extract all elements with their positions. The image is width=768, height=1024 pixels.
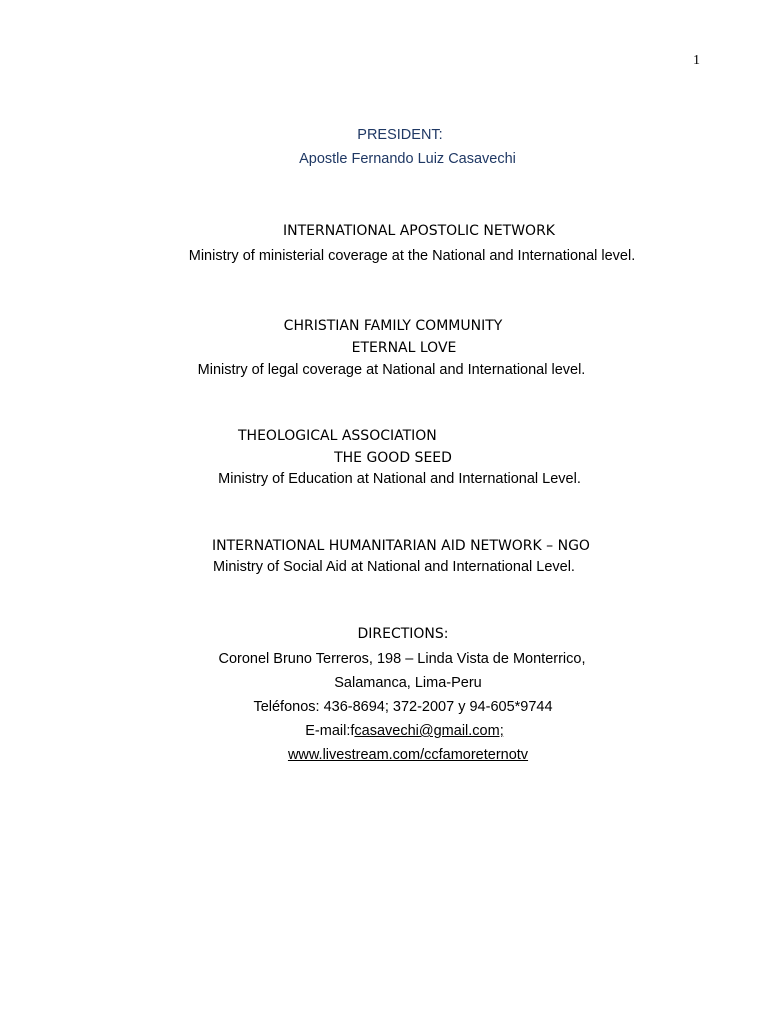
email-line: [0, 722, 768, 740]
president-heading: PRESIDENT:: [357, 127, 443, 143]
christian-family-subtitle: ETERNAL LOVE: [351, 340, 457, 356]
apostolic-network-description: Ministry of ministerial coverage at the National and International level.: [188, 248, 636, 264]
president-name: Apostle Fernando Luiz Casavechi: [299, 151, 516, 167]
email-link[interactable]: casavechi@gmail.com;: [354, 723, 504, 739]
directions-heading: DIRECTIONS:: [357, 626, 449, 642]
address-line-1: Coronel Bruno Terreros, 198 – Linda Vista de Monterrico,: [218, 651, 586, 667]
theological-association-description: Ministry of Education at National and International Level.: [218, 471, 581, 487]
phone-numbers: Teléfonos: 436-8694; 372-2007 y 94-605*9744: [253, 699, 553, 715]
theological-association-title: THEOLOGICAL ASSOCIATION: [238, 428, 437, 444]
theological-association-subtitle: THE GOOD SEED: [334, 450, 452, 466]
humanitarian-network-title: INTERNATIONAL HUMANITARIAN AID NETWORK – NGO: [212, 538, 590, 554]
apostolic-network-title: INTERNATIONAL APOSTOLIC NETWORK: [283, 223, 555, 239]
christian-family-description: Ministry of legal coverage at National and International level.: [197, 362, 586, 378]
website-line: [0, 746, 768, 764]
website-link[interactable]: www.livestream.com/ccfamoreternotv: [287, 747, 529, 763]
christian-family-title: CHRISTIAN FAMILY COMMUNITY: [283, 318, 503, 334]
email-label: E-mail:f: [305, 723, 355, 739]
page-number: 1: [693, 53, 700, 68]
humanitarian-network-description: Ministry of Social Aid at National and International Level.: [213, 559, 575, 575]
address-line-2: Salamanca, Lima-Peru: [334, 675, 482, 691]
